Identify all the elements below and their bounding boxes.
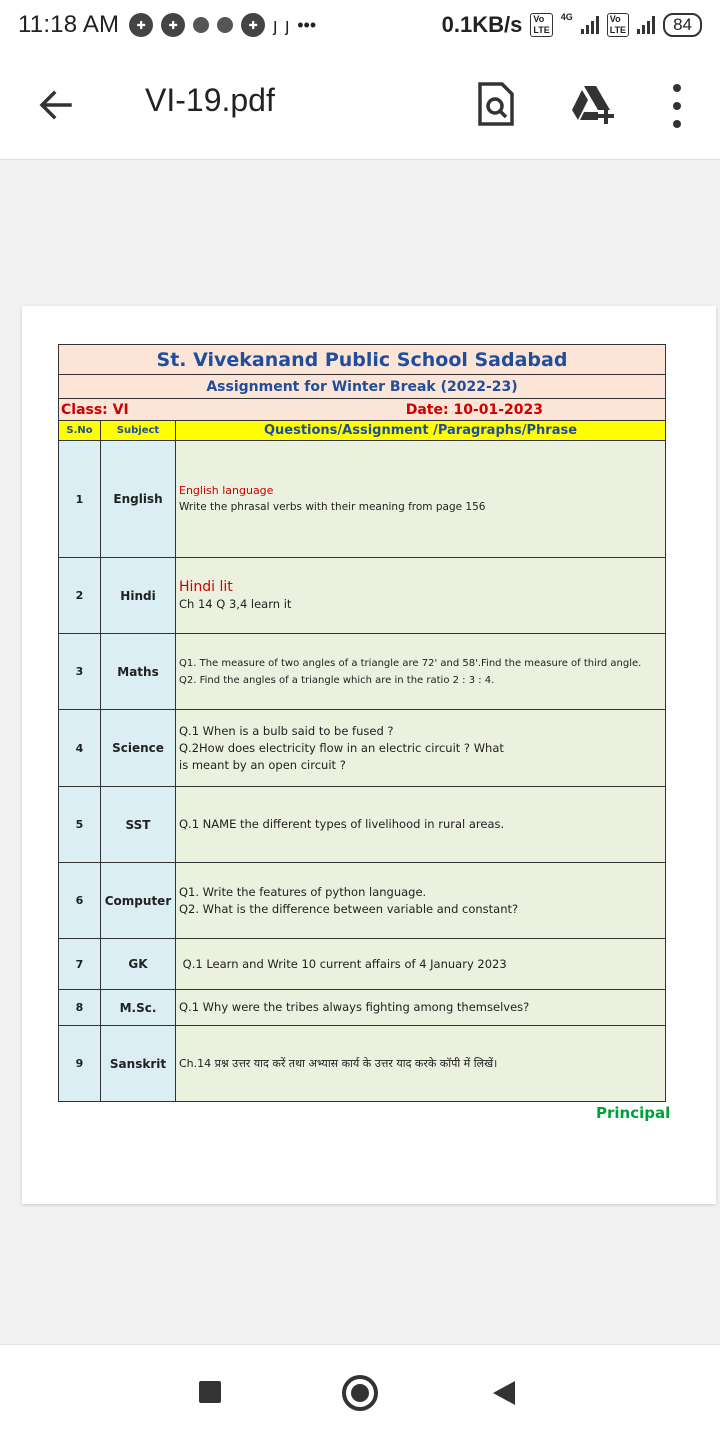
class-label: Class: VI [61,401,129,418]
table-row [59,710,666,787]
signal-icon [581,16,599,34]
row-subject: Science [101,710,176,787]
table-row [59,990,666,1026]
question-line: Q.1 Why were the tribes always fighting among themselves? [179,1000,530,1014]
question-line: Q2. Find the angles of a triangle which are in the ratio 2 : 3 : 4. [179,674,495,686]
photo-notification-icon [217,17,233,33]
row-subject: SST [101,787,176,863]
row-subject: M.Sc. [101,990,176,1026]
principal-signature: Principal [596,1104,671,1122]
status-bar [0,0,720,50]
row-questions [176,558,666,634]
row-subject: Maths [101,634,176,710]
row-questions [176,634,666,710]
class-date-row [59,399,666,421]
question-line: Q.1 Learn and Write 10 current affairs of 4 January 2023 [179,956,507,971]
row-subject: English [101,441,176,558]
assignment-title: Assignment for Winter Break (2022-23) [59,375,666,399]
recents-square-icon[interactable] [199,1381,221,1403]
row-subject: GK [101,939,176,990]
battery-indicator: 84 [663,13,702,37]
row-questions [176,1026,666,1102]
table-row [59,787,666,863]
question-line: Q1. Write the features of python language. [179,884,427,899]
question-line: Write the phrasal verbs with their meaning from page 156 [179,501,486,513]
pdf-page[interactable] [22,306,716,1204]
network-speed: 0.1KB/s [441,12,523,37]
row-number: 6 [59,863,101,939]
network-type: 4G [560,12,573,22]
row-number: 4 [59,710,101,787]
assignment-table [58,344,666,1102]
table-row [59,558,666,634]
notification-icons [129,13,316,37]
header-sno: S.No [59,421,101,441]
row-number: 2 [59,558,101,634]
row-heading: Hindi lit [179,578,233,595]
file-title: VI-19.pdf [145,82,275,118]
row-questions [176,441,666,558]
question-line: Q1. The measure of two angles of a triangle are 72' and 58'.Find the measure of third angle. [179,657,642,669]
j-notification-icon: ȷ [285,14,290,35]
question-line: Q.1 NAME the different types of livelihood in rural areas. [179,817,505,831]
question-line: Ch 14 Q 3,4 learn it [179,596,292,611]
row-subject: Computer [101,863,176,939]
question-line: Q2. What is the difference between variable and constant? [179,901,519,916]
drive-add-icon[interactable] [570,84,616,124]
row-number: 3 [59,634,101,710]
row-heading: English language [179,484,274,497]
j-notification-icon: ȷ [273,14,278,35]
app-notification-icon: ✚ [129,13,153,37]
row-number: 1 [59,441,101,558]
table-row [59,863,666,939]
date-label: Date: 10-01-2023 [405,401,543,418]
row-questions [176,710,666,787]
status-time: 11:18 AM [18,11,120,38]
row-questions [176,787,666,863]
table-row [59,441,666,558]
home-circle-icon[interactable] [342,1375,378,1411]
question-line: is meant by an open circuit ? [179,757,346,772]
photo-notification-icon [193,17,209,33]
header-questions: Questions/Assignment /Paragraphs/Phrase [176,421,666,441]
row-number: 5 [59,787,101,863]
question-line: Q.1 When is a bulb said to be fused ? [179,723,394,738]
row-subject: Hindi [101,558,176,634]
signal-icon-2 [637,16,655,34]
row-questions [176,863,666,939]
more-notifications-icon: ••• [297,14,317,35]
row-number: 8 [59,990,101,1026]
table-row [59,939,666,990]
search-document-icon[interactable] [478,82,514,126]
row-subject: Sanskrit [101,1026,176,1102]
app-bar [0,50,720,160]
question-line: Ch.14 प्रश्न उत्तर याद करें तथा अभ्यास कार्य के उत्तर याद करके कॉपी में लिखें। [179,1057,498,1070]
row-number: 7 [59,939,101,990]
app-notification-icon: ✚ [241,13,265,37]
more-vert-icon[interactable] [668,84,686,128]
volte-icon: Vo LTE [530,13,552,37]
back-triangle-icon[interactable] [493,1381,515,1405]
back-arrow-icon[interactable] [36,85,76,125]
row-questions [176,990,666,1026]
table-row [59,634,666,710]
app-notification-icon: ✚ [161,13,185,37]
row-number: 9 [59,1026,101,1102]
school-name: St. Vivekanand Public School Sadabad [59,345,666,375]
row-questions [176,939,666,990]
header-subject: Subject [101,421,176,441]
table-row [59,1026,666,1102]
question-line: Q.2How does electricity flow in an electric circuit ? What [179,740,504,755]
volte-icon-2: Vo LTE [607,13,629,37]
navigation-bar [0,1344,720,1440]
